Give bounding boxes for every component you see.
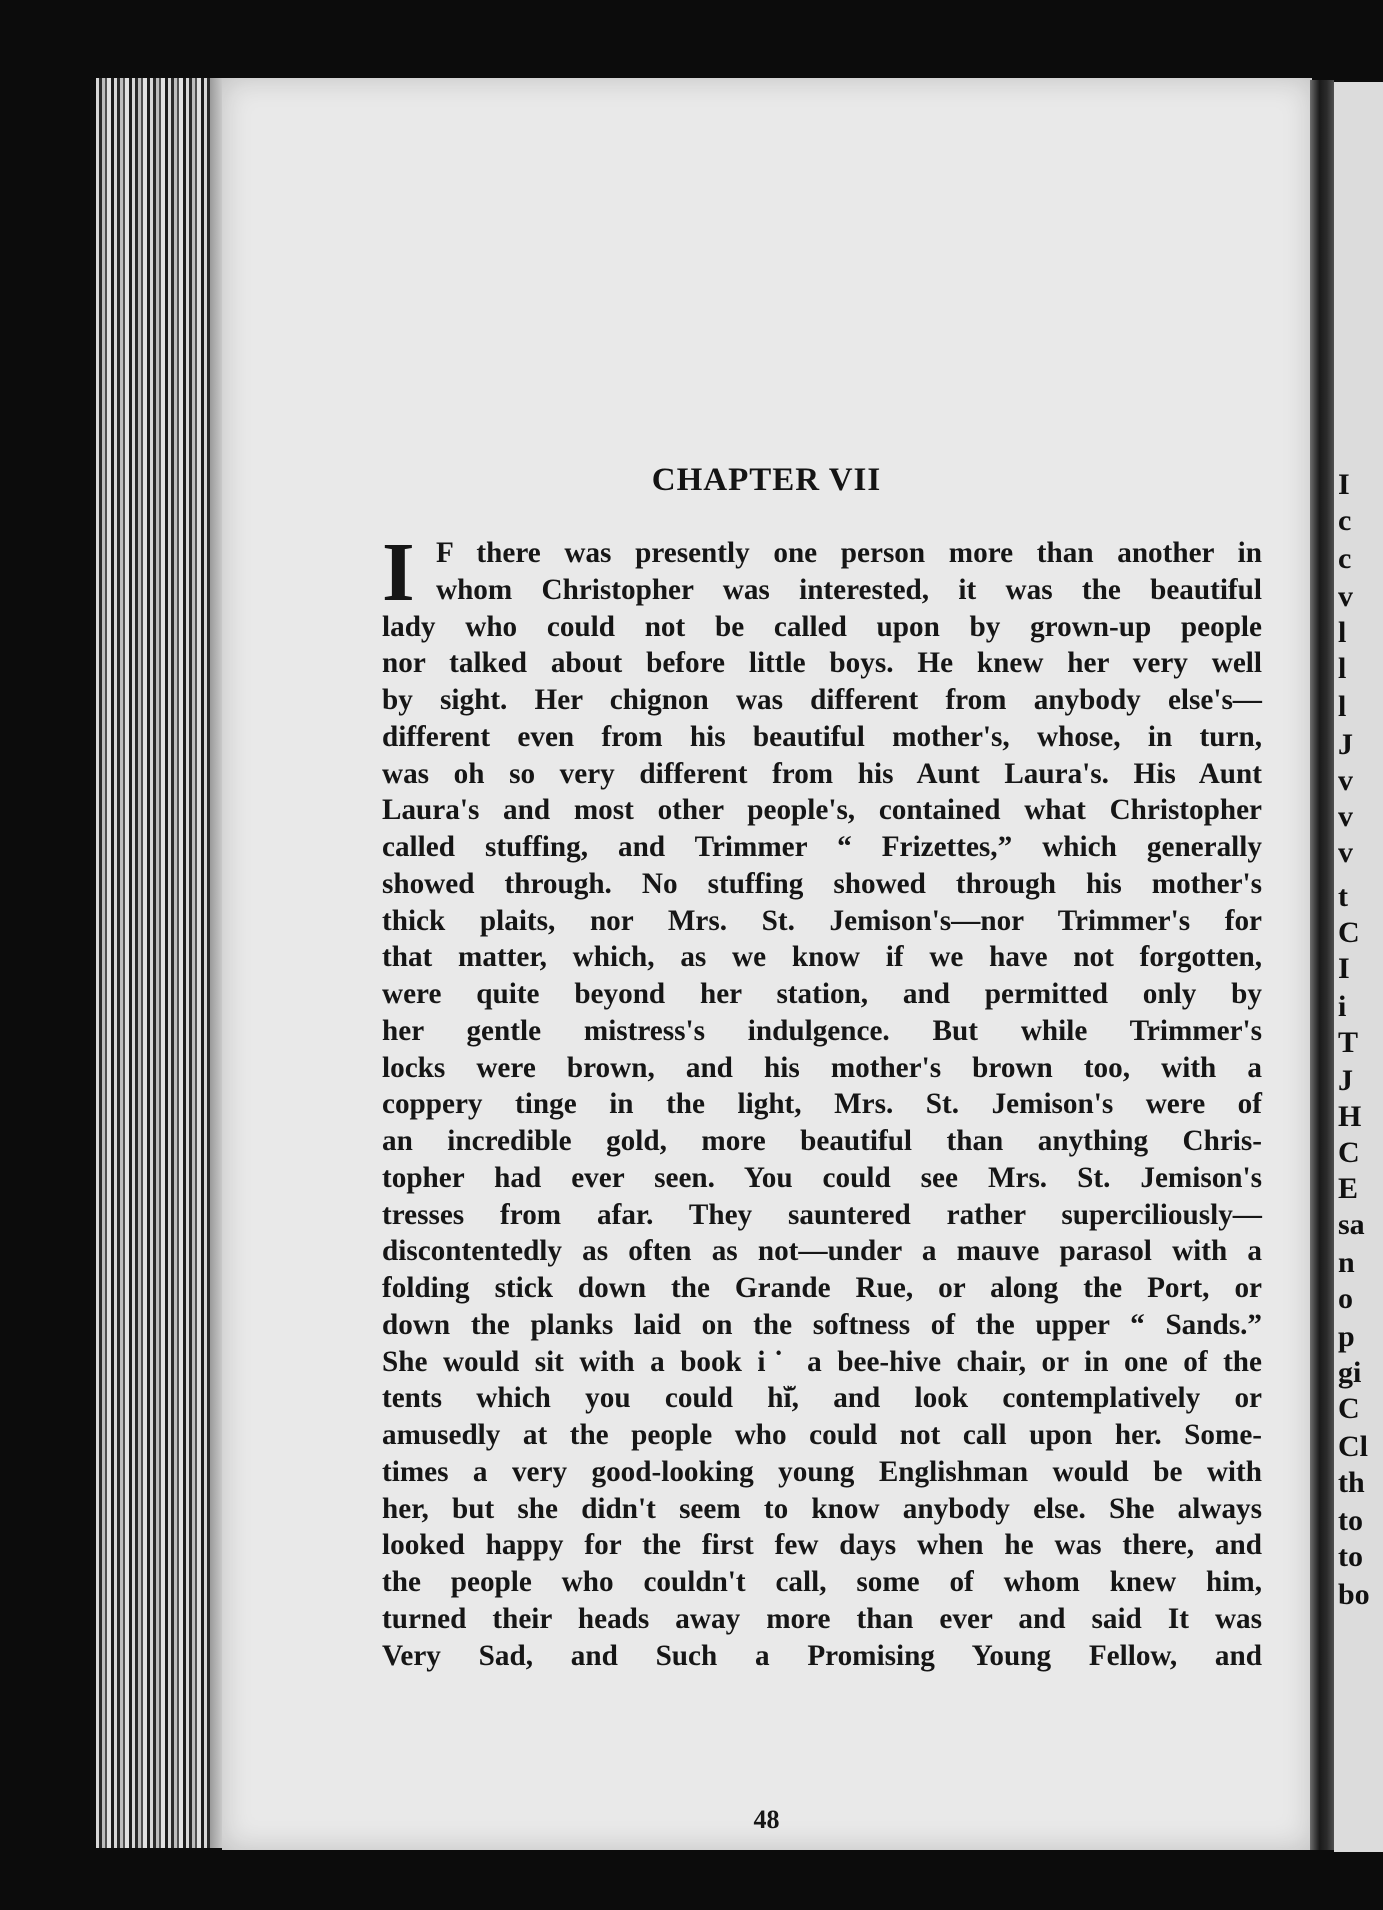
- text-line: whom Christopher was interested, it was the beautiful: [436, 573, 1262, 606]
- adjacent-page-fragment: c: [1338, 542, 1352, 575]
- adjacent-page-fragment: C: [1338, 1392, 1360, 1425]
- chapter-body-text: [382, 526, 1262, 1674]
- text-line: She would sit with a book i˙ a bee-hive chair, or in one of the: [382, 1345, 1262, 1378]
- text-line: her, but she didn't seem to know anybody else. She always: [382, 1492, 1262, 1525]
- adjacent-page-fragment: Cl: [1338, 1430, 1368, 1463]
- text-line: discontentedly as often as not—under a mauve parasol with a: [382, 1235, 1262, 1268]
- adjacent-page-fragment: C: [1338, 1136, 1360, 1169]
- adjacent-page-fragment: v: [1338, 764, 1353, 797]
- drop-cap: I: [382, 526, 415, 619]
- text-line: showed through. No stuffing showed through his mother's: [382, 867, 1262, 900]
- adjacent-page-fragment: n: [1338, 1246, 1355, 1279]
- page-number: 48: [753, 1805, 780, 1834]
- adjacent-page-fragment: E: [1338, 1172, 1359, 1205]
- text-line: coppery tinge in the light, Mrs. St. Jemison's were of: [382, 1088, 1262, 1121]
- text-line: lady who could not be called upon by grown-up people: [382, 610, 1262, 643]
- text-line: folding stick down the Grande Rue, or along the Port, or: [382, 1272, 1262, 1304]
- text-line: nor talked about before little boys. He knew her very well: [382, 647, 1262, 680]
- adjacent-page-fragment: to: [1338, 1540, 1363, 1573]
- text-line: was oh so very different from his Aunt Laura's. His Aunt: [382, 757, 1262, 790]
- adjacent-page-fragment: C: [1338, 916, 1360, 949]
- text-line: times a very good-looking young Englishman would be with: [382, 1455, 1262, 1488]
- text-line: by sight. Her chignon was different from anybody else's—: [382, 684, 1262, 716]
- text-line: looked happy for the first few days when he was there, and: [382, 1529, 1262, 1562]
- text-line: that matter, which, as we know if we have not forgotten,: [382, 941, 1262, 974]
- text-line: called stuffing, and Trimmer “ Frizettes,” which generally: [382, 831, 1262, 863]
- text-line: thick plaits, nor Mrs. St. Jemison's—nor Trimmer's for: [382, 904, 1262, 937]
- text-line: Laura's and most other people's, contained what Christopher: [382, 794, 1262, 827]
- adjacent-page-fragment: v: [1338, 580, 1353, 613]
- adjacent-page-fragment: i: [1338, 990, 1347, 1023]
- text-line: an incredible gold, more beautiful than anything Chris-: [382, 1125, 1262, 1157]
- adjacent-page-fragment: v: [1338, 800, 1353, 833]
- adjacent-page-fragment: sa: [1338, 1208, 1365, 1241]
- text-line: F there was presently one person more than another in: [436, 537, 1262, 569]
- adjacent-page-fragment: T: [1338, 1026, 1359, 1059]
- text-line: amusedly at the people who could not call upon her. Some-: [382, 1419, 1262, 1451]
- text-line: tents which you could hĭ̆, and look contemplatively or: [382, 1382, 1262, 1415]
- adjacent-page-fragment: c: [1338, 504, 1352, 537]
- adjacent-page-fragment: v: [1338, 836, 1353, 869]
- adjacent-page-fragment: t: [1338, 880, 1348, 913]
- adjacent-page-fragment: p: [1338, 1320, 1355, 1353]
- adjacent-page-edge: [1334, 82, 1383, 1852]
- text-line: topher had ever seen. You could see Mrs. St. Jemison's: [382, 1161, 1262, 1194]
- text-line: her gentle mistress's indulgence. But while Trimmer's: [382, 1014, 1262, 1047]
- adjacent-page-fragment: to: [1338, 1504, 1363, 1537]
- text-line: the people who couldn't call, some of whom knew him,: [382, 1566, 1262, 1598]
- text-line: were quite beyond her station, and permitted only by: [382, 978, 1262, 1010]
- adjacent-page-fragment: gi: [1338, 1356, 1362, 1389]
- adjacent-page-fragment: J: [1338, 1064, 1353, 1097]
- adjacent-page-fragment: l: [1338, 690, 1347, 723]
- adjacent-page-fragment: bo: [1338, 1578, 1370, 1611]
- adjacent-page-fragment: I: [1338, 468, 1350, 501]
- adjacent-page-fragment: H: [1338, 1100, 1362, 1133]
- adjacent-page-fragment: th: [1338, 1466, 1365, 1499]
- adjacent-page-fragment: I: [1338, 952, 1350, 985]
- text-line: Very Sad, and Such a Promising Young Fellow, and: [382, 1639, 1262, 1672]
- text-line: down the planks laid on the softness of the upper “ Sands.”: [382, 1308, 1262, 1341]
- adjacent-page-fragment: o: [1338, 1282, 1353, 1315]
- text-line: locks were brown, and his mother's brown too, with a: [382, 1051, 1262, 1084]
- text-line: tresses from afar. They sauntered rather superciliously—: [382, 1198, 1262, 1231]
- text-line: different even from his beautiful mother's, whose, in turn,: [382, 720, 1262, 753]
- adjacent-page-fragment: J: [1338, 728, 1353, 761]
- text-line: turned their heads away more than ever and said It was: [382, 1602, 1262, 1635]
- adjacent-page-fragment: l: [1338, 652, 1347, 685]
- page-edge-stack: [96, 78, 230, 1848]
- adjacent-page-fragment: l: [1338, 616, 1347, 649]
- book-gutter: [1310, 80, 1334, 1850]
- chapter-title: CHAPTER VII: [651, 462, 882, 498]
